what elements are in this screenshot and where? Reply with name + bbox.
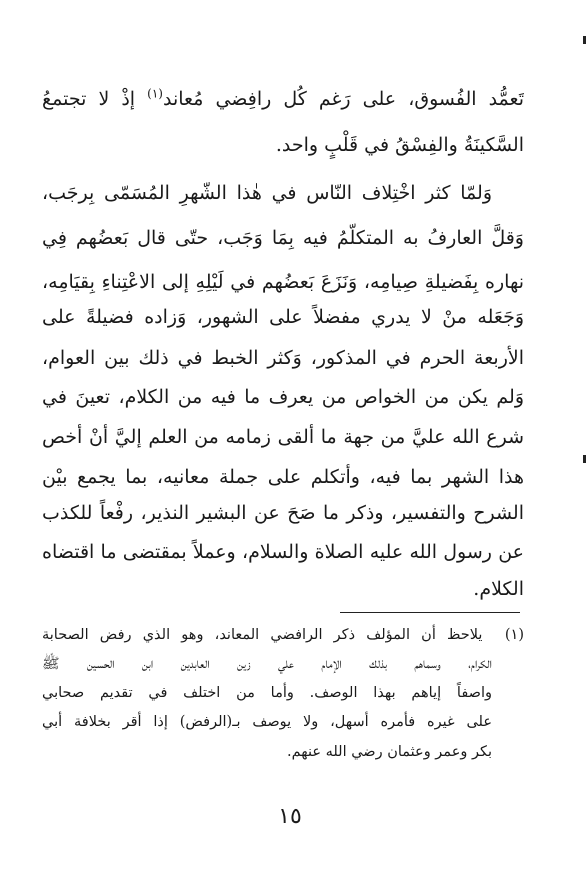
footnote-line: الكرام، وسماهم بذلك الإمام علي زين العابدين ابن الحسين ﷺ (42, 656, 492, 672)
paragraph2-line: وَجَعَله منْ لا يدري مفضلاً على الشهور، وَزاده فضيلةً على (42, 306, 524, 328)
paragraph2-line: شرع الله عليَّ من جهة ما ألقى زمامه من العلم إليَّ أنْ أخص (42, 426, 524, 448)
page-number: ١٥ (278, 804, 302, 829)
paragraph2-line: وَلمّا كثر اخْتِلاف النّاس في هٰذا الشّهرِ المُسَمّى بِرجَب، (42, 182, 492, 204)
paragraph2-line: الشرح والتفسير، وذكر ما صَحَ عن البشير النذير، رفْعاً للكذب (42, 502, 524, 524)
footnote-marker: (١) (504, 627, 524, 643)
paragraph2-line: وَلم يكن من الخواص من يعرف ما فيه من الكلام، تعينَ في (42, 386, 524, 408)
paragraph2-line: الأربعة الحرم في المذكور، وَكثر الخبط في ذلك بين العوام، (42, 347, 524, 369)
footnote-line: على غيره فأمره أسهل، ولا يوصف بـ(الرفض) إذا أقر بخلافة أبي (42, 714, 492, 730)
footnote-line: بكر وعمر وعثمان رضي الله عنهم. (287, 744, 492, 760)
paragraph2-line: عن رسول الله عليه الصلاة والسلام، وعملاً بمقتضى ما اقتضاه (42, 541, 524, 563)
footnote-separator (340, 612, 520, 613)
footnote-reference[interactable]: (١) (147, 86, 163, 101)
paragraph2-line: الكلام. (473, 578, 524, 600)
paragraph1-line2: السَّكينَةُ والفِسْقُ في قَلْبٍ واحد. (275, 134, 524, 156)
footnote-line: واصفاً إياهم بهذا الوصف. وأما من اختلف في تقديم صحابي (42, 685, 492, 701)
paragraph2-line: نهاره بِفَضيلةِ صِيامِه، وَنَزَعَ بَعضُهم في لَيْلِهِ إلى الاعْتِناءِ بِقيَامِه، (42, 271, 524, 293)
paragraph2-line: وَقلَّ العارفُ به المتكلّمُ فيه بِمَا وَجَب، حتّى قال بَعضُهم فِي (42, 227, 524, 249)
footnote-line: (١) يلاحظ أن المؤلف ذكر الرافضي المعاند، وهو الذي رفض الصحابة (42, 627, 524, 643)
paragraph2-line: هذا الشهر بما فيه، وأتكلم على جملة معانيه، بما يجمع بيْن (42, 466, 524, 488)
paragraph1-line1: تَعمُّد الفُسوق، على رَغم كُل رافِضي مُعاند$^{(١)}$ إذْ لا تجتمعُ (42, 86, 524, 110)
